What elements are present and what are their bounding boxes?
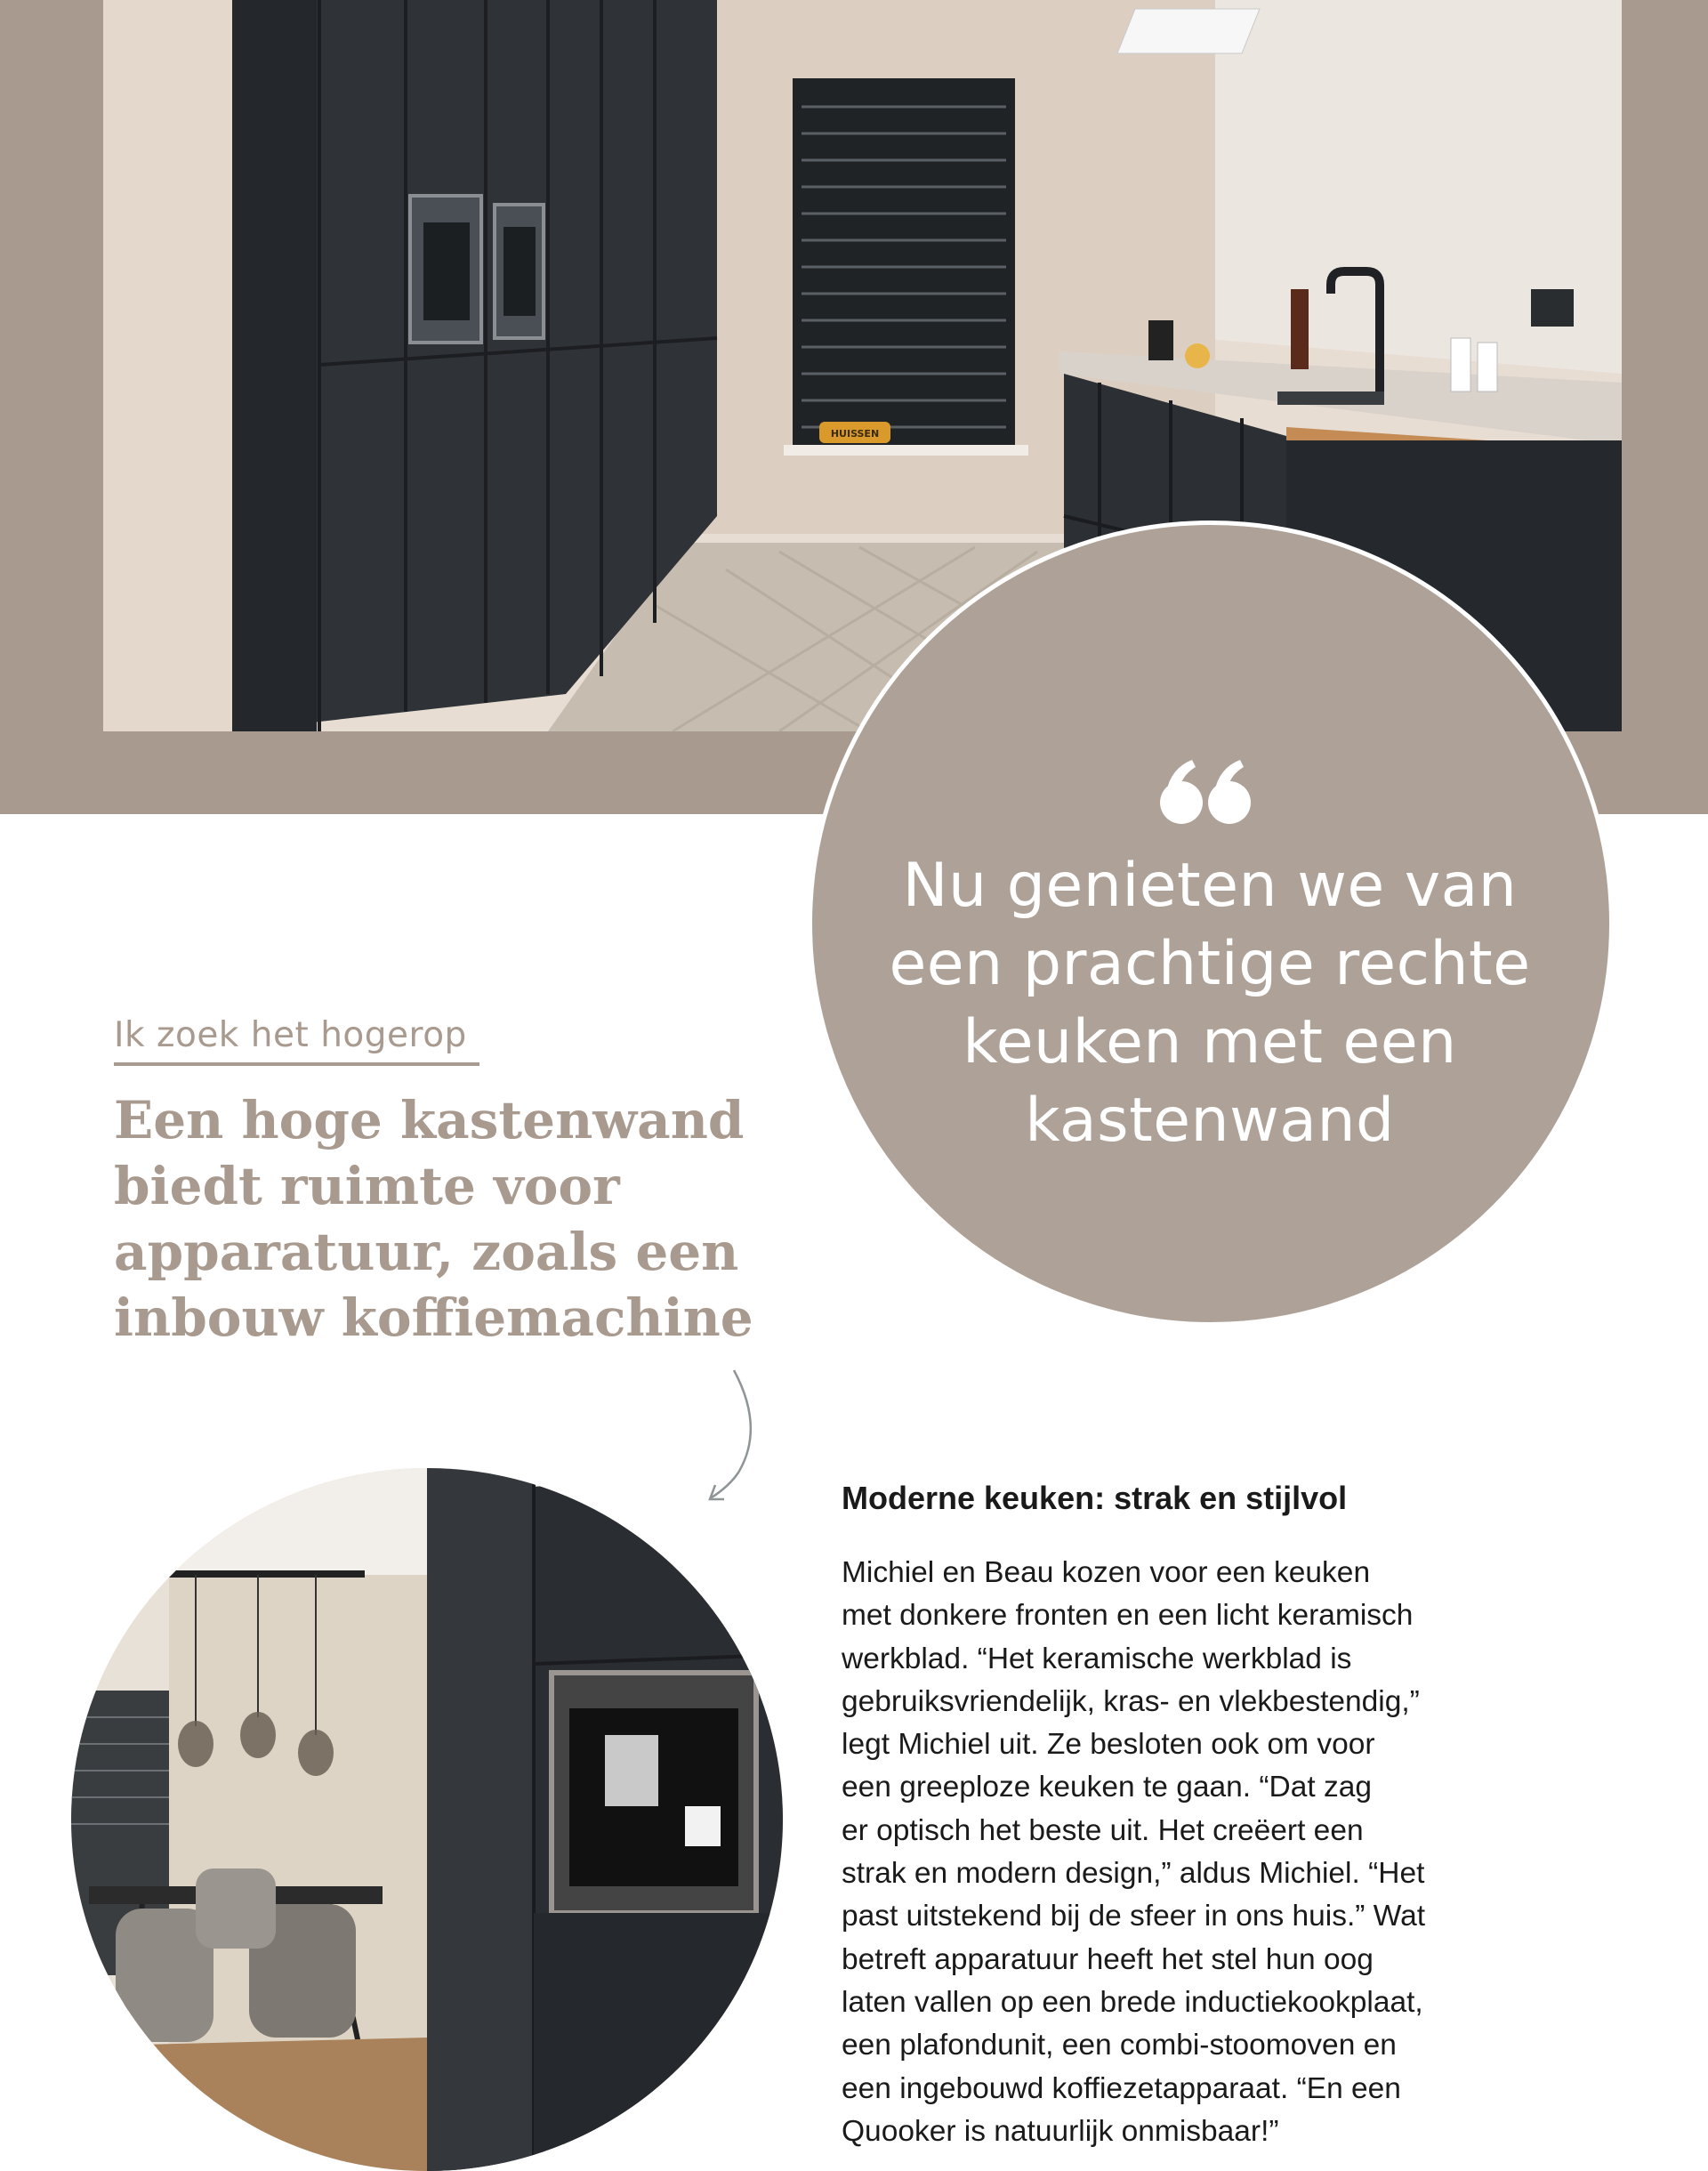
article-title: Moderne keuken: strak en stijlvol: [842, 1480, 1348, 1516]
headline-line: Een hoge kastenwand: [114, 1090, 745, 1150]
headline-line: biedt ruimte voor: [114, 1156, 620, 1216]
dining-kitchen-photo: [71, 1468, 783, 2171]
pull-quote-line: kastenwand: [1025, 1086, 1395, 1156]
section-kicker: Ik zoek het hogerop: [114, 1015, 479, 1066]
article-line: legt Michiel uit. Ze besloten ook om voor: [842, 1728, 1375, 1762]
article-line: Quooker is natuurlijk onmisbaar!”: [842, 2114, 1279, 2148]
section-headline: [114, 1087, 799, 1351]
article-line: gebruiksvriendelijk, kras- en vlekbestendig,”: [842, 1684, 1420, 1718]
article-line: Michiel en Beau kozen voor een keuken: [842, 1556, 1371, 1589]
headline-line: apparatuur, zoals een: [114, 1222, 739, 1282]
article-line: strak en modern design,” aldus Michiel. “Het: [842, 1857, 1425, 1891]
article-line: een greeploze keuken te gaan. “Dat zag: [842, 1771, 1372, 1804]
pull-quote-text: [841, 847, 1579, 1160]
article-line: werkblad. “Het keramische werkblad is: [842, 1642, 1352, 1675]
pull-quote-line: een prachtige rechte: [889, 929, 1531, 999]
article-line: past uitstekend bij de sfeer in ons huis.” Wat: [842, 1900, 1426, 1933]
pull-quote-line: Nu genieten we van: [902, 851, 1518, 921]
quote-mark-icon: [1156, 756, 1254, 827]
headline-line: inbouw koffiemachine: [114, 1287, 753, 1348]
window-sill-sign-text: HUISSEN: [830, 428, 880, 440]
article-line: betreft apparatuur heeft het stel hun oog: [842, 1942, 1374, 1976]
article-line: een ingebouwd koffiezetapparaat. “En een: [842, 2071, 1401, 2105]
pull-quote-line: keuken met een: [963, 1007, 1457, 1077]
article-line: laten vallen op een brede inductiekookplaat,: [842, 1985, 1423, 2019]
article-body: [842, 1552, 1598, 2153]
article-line: met donkere fronten en een licht keramisch: [842, 1599, 1414, 1633]
curved-arrow-icon: [694, 1366, 765, 1508]
article-line: er optisch het beste uit. Het creëert een: [842, 1813, 1364, 1847]
article-line: een plafondunit, een combi-stoomoven en: [842, 2029, 1397, 2062]
